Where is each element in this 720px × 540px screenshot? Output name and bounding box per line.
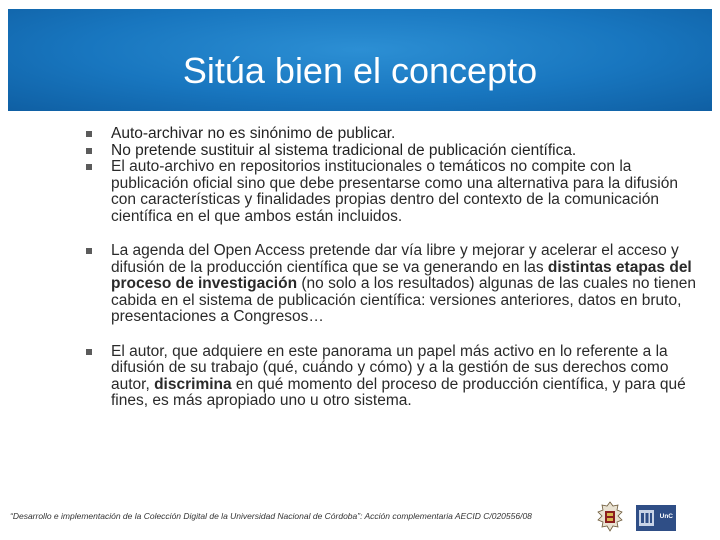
bullet-text-post: (no solo a los resultados) algunas de las cuales no tienen cabida en el sistema de publicación científica: versiones anteriores, datos en bruto, presentaciones a Congresos… [111, 275, 697, 325]
title-banner [8, 9, 712, 111]
bullet-text-pre: El autor, que adquiere en este panorama un papel más activo en lo referente a la difusión de su trabajo (qué, cuándo y cómo) y a la gestión de sus derechos como autor, [111, 342, 669, 393]
bullet-text: Auto-archivar no es sinónimo de publicar. [111, 125, 396, 142]
bullet-item [84, 243, 704, 326]
bullet-text: El auto-archivo en repositorios institucionales o temáticos no compite con la publicación oficial sino que debe presentarse como una alternativa para la difusión con características y finalidades propias dentro del contexto de la comunicación científica en el que ambos están incluidos. [111, 158, 678, 225]
square-bullet-icon [86, 148, 92, 154]
bullet-item [84, 159, 704, 225]
bullet-text-pre: La agenda del Open Access pretende dar vía libre y mejorar y acelerar el acceso y difusión de la producción científica que se va generando en las [111, 242, 679, 276]
square-bullet-icon [86, 164, 92, 170]
bullet-item [84, 126, 704, 143]
bullet-item [84, 143, 704, 160]
square-bullet-icon [86, 131, 92, 137]
bullet-text: No pretende sustituir al sistema tradicional de publicación científica. [111, 141, 577, 159]
university-crest-icon [594, 500, 626, 534]
slide-title: Sitúa bien el concepto [182, 50, 538, 91]
square-bullet-icon [86, 248, 92, 254]
bullet-list [84, 126, 704, 410]
bullet-text-bold: distintas etapas del proceso de investigación [111, 258, 692, 292]
footer-credit: “Desarrollo e implementación de la Colección Digital de la Universidad Nacional de Córdoba”: Acción complementaria AECID C/020556/08 [10, 511, 532, 521]
unc-logo-label: UnC [659, 513, 673, 520]
bullet-item [84, 344, 704, 410]
bullet-text-bold: discrimina [154, 375, 232, 393]
bullet-text-post: en qué momento del proceso de producción científica, y para qué fines, es más apropiado uno u otro sistema. [111, 375, 686, 409]
unc-logo [636, 505, 676, 531]
unc-emblem-icon [636, 505, 658, 531]
square-bullet-icon [86, 349, 92, 355]
